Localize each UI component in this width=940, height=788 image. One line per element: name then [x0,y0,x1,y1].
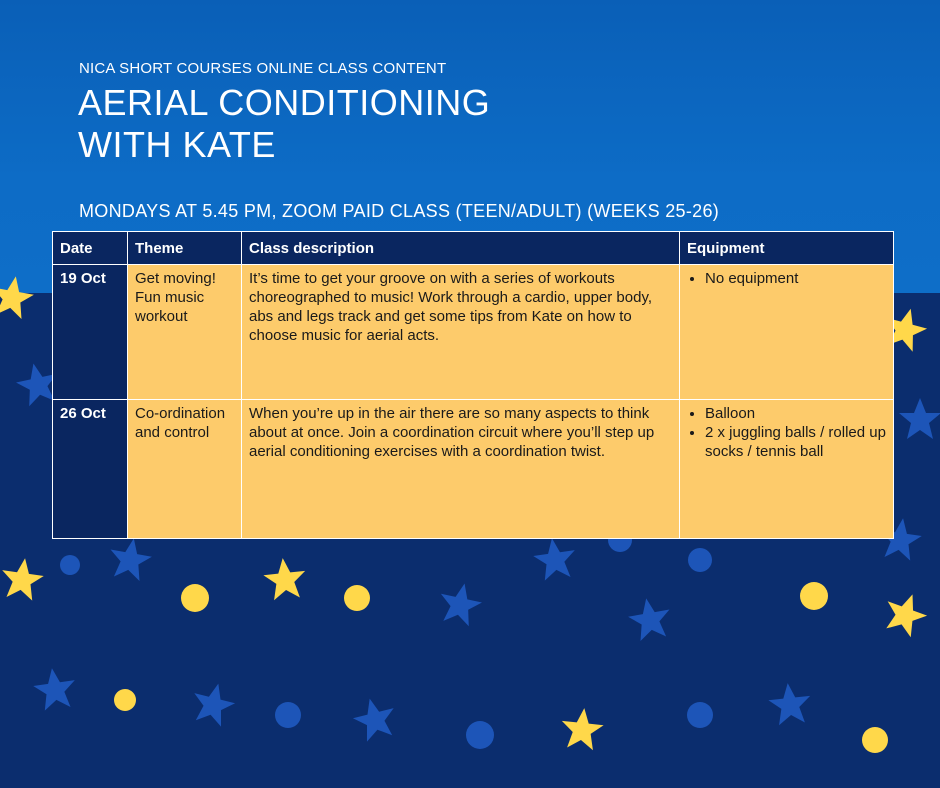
equipment-list [687,269,886,288]
equipment-item: • Balloon [705,404,886,423]
page-title [78,82,678,166]
equipment-item: • 2 x juggling balls / rolled up socks / tennis ball [705,423,886,461]
column-header-date: Date [53,232,128,265]
column-header-equipment: Equipment [680,232,894,265]
equipment-cell [680,400,894,539]
table-row [53,265,894,400]
class-content-table [52,231,894,539]
table-header-row [53,232,894,265]
description-cell: When you’re up in the air there are so many aspects to think about at once. Join a coordination circuit where you’ll step up aerial conditioning exercises with a coordination twist. [242,400,680,539]
equipment-cell [680,265,894,400]
date-cell: 19 Oct [53,265,128,400]
table-row [53,400,894,539]
equipment-list [687,404,886,461]
equipment-item: • No equipment [705,269,886,288]
class-schedule: MONDAYS AT 5.45 PM, ZOOM PAID CLASS (TEEN/ADULT) (WEEKS 25-26) [79,201,720,221]
date-cell: 26 Oct [53,400,128,539]
page-subtitle: NICA SHORT COURSES ONLINE CLASS CONTENT [79,60,447,77]
column-header-description: Class description [242,232,680,265]
title-line-1: AERIAL CONDITIONING [78,82,491,123]
column-header-theme: Theme [128,232,242,265]
theme-cell: Co-ordination and control [128,400,242,539]
title-line-2: WITH KATE [78,124,276,165]
description-cell: It’s time to get your groove on with a series of workouts choreographed to music! Work through a cardio, upper body, abs and legs track and get some tips from Kate on how to choose music for aerial acts. [242,265,680,400]
theme-cell: Get moving! Fun music workout [128,265,242,400]
